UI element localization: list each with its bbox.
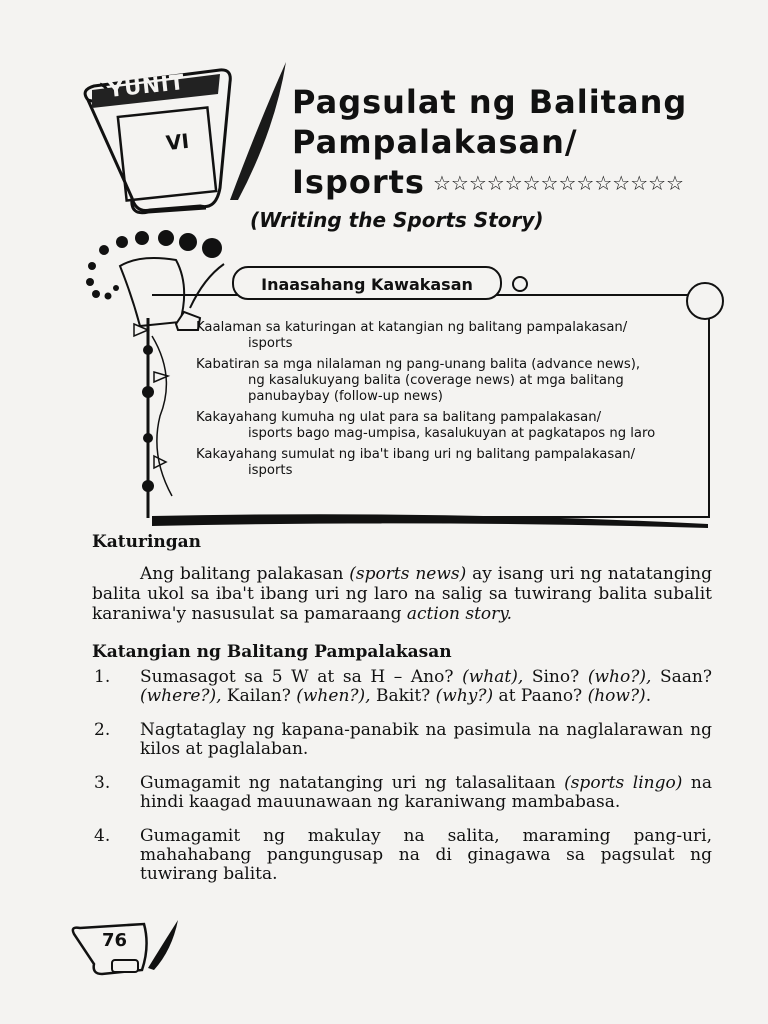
page-number: 76 [102,930,128,951]
unit-label: YUNIT [106,70,187,102]
title-line-3: Isports ☆☆☆☆☆☆☆☆☆☆☆☆☆☆ [292,163,684,201]
list-item: 4. Gumagamit ng makulay na salita, maraming pang-uri, mahahabang pangungusap na di ginagawa sa pagsulat ng tuwirang balita. [94,826,712,884]
objective-item: Kakayahang sumulat ng iba't ibang uri ng balitang pampalakasan/ isports [196,447,636,478]
chapter-title [292,82,732,203]
katuringan-paragraph: Ang balitang palakasan (sports news) ay isang uri ng natatanging balita ukol sa iba't ibang uri ng laro na salig sa tuwirang balita subalit karaniwa'y nasusulat sa pamaraang action story. [92,564,712,624]
list-item: 3. Gumagamit ng natatanging uri ng talasalitaan (sports lingo) na hindi kaagad mauunawaan ng karaniwang mambabasa. [94,773,712,812]
list-item: 2. Nagtataglay ng kapana-panabik na pasimula na naglalarawan ng kilos at paglalaban. [94,720,712,759]
list-item: 1. Sumasagot sa 5 W at sa H – Ano? (what), Sino? (who?), Saan? (where?), Kailan? (when?), Bakit? (why?) at Paano? (how?). [94,667,712,706]
objective-item: Kaalaman sa katuringan at katangian ng balitang pampalakasan/ isports [196,320,628,351]
unit-number: VI [164,128,191,156]
objectives-box-bottom-edge [152,512,712,530]
title-line-2: Pampalakasan/ [292,123,578,161]
objective-item: Kakayahang kumuha ng ulat para sa balitang pampalakasan/ isports bago mag-umpisa, kasalukuyan at pagkatapos ng laro [196,410,656,441]
heading-ring-icon [512,276,528,292]
page-number-scroll-graphic [68,916,188,978]
chapter-subtitle: (Writing the Sports Story) [250,208,544,232]
objectives-heading: Inaasahang Kawakasan [232,266,502,300]
katuringan-heading: Katuringan [92,532,202,552]
katangian-heading: Katangian ng Balitang Pampalakasan [92,642,452,662]
title-line-1: Pagsulat ng Balitang [292,83,688,121]
objectives-list [196,320,706,484]
corner-circle-icon [686,282,724,320]
katangian-list [92,668,712,899]
objective-item: Kabatiran sa mga nilalaman ng pang-unang balita (advance news), ng kasalukuyang balita (coverage news) at mga balitang panubaybay (follow-up news) [196,357,641,404]
stars-decoration: ☆☆☆☆☆☆☆☆☆☆☆☆☆☆ [432,171,684,195]
